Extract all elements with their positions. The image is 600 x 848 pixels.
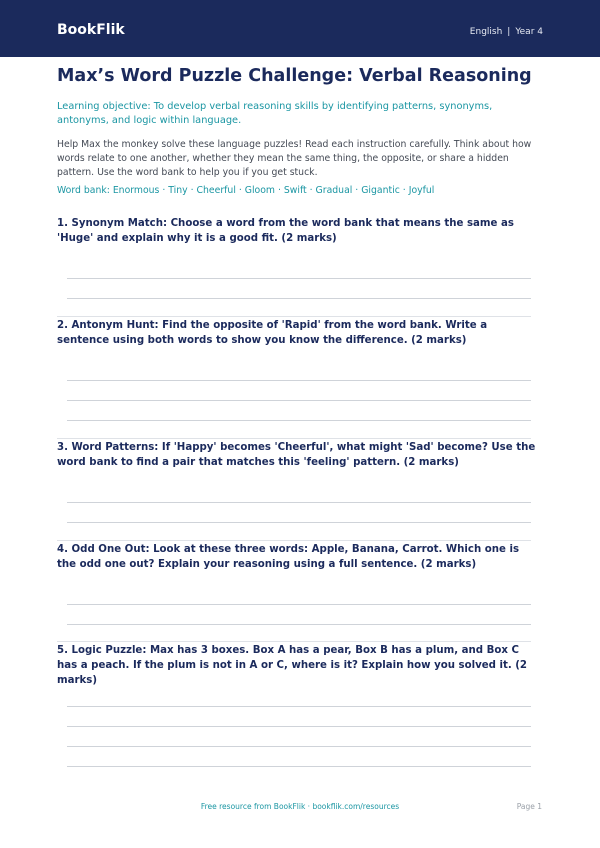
question-5: 5. Logic Puzzle: Max has 3 boxes. Box A has a pear, Box B has a plum, and Box C has a peach. If the plum is not in A or C, where is it? Explain how you solved it. (2 marks) xyxy=(57,645,528,686)
question-divider xyxy=(57,540,531,541)
page-header xyxy=(0,0,600,57)
meta-separator: | xyxy=(507,27,511,37)
question-4: 4. Odd One Out: Look at these three words: Apple, Banana, Carrot. Which one is the odd one out? Explain your reasoning using a full sentence. (2 marks) xyxy=(57,544,520,570)
question-divider xyxy=(57,641,531,642)
answer-line[interactable] xyxy=(67,502,531,503)
question-3: 3. Word Patterns: If 'Happy' becomes 'Cheerful', what might 'Sad' become? Use the word bank to find a pair that matches this 'feeling' pattern. (2 marks) xyxy=(57,442,536,468)
answer-line[interactable] xyxy=(67,766,531,767)
footer-link[interactable]: Free resource from BookFlik · bookflik.com/resources xyxy=(200,802,400,811)
answer-line[interactable] xyxy=(67,522,531,523)
answer-line[interactable] xyxy=(67,380,531,381)
question-divider xyxy=(57,316,531,317)
subject-year-label xyxy=(470,27,543,37)
word-bank: Word bank: Enormous · Tiny · Cheerful · Gloom · Swift · Gradual · Gigantic · Joyful xyxy=(57,185,435,196)
worksheet-title: Max’s Word Puzzle Challenge: Verbal Reasoning xyxy=(57,66,532,86)
answer-line[interactable] xyxy=(67,624,531,625)
question-1: 1. Synonym Match: Choose a word from the word bank that means the same as 'Huge' and explain why it is a good fit. (2 marks) xyxy=(57,218,514,244)
subject-label: English xyxy=(469,27,503,37)
answer-line[interactable] xyxy=(67,298,531,299)
answer-line[interactable] xyxy=(67,746,531,747)
answer-line[interactable] xyxy=(67,278,531,279)
year-label: Year 4 xyxy=(515,27,543,37)
answer-line[interactable] xyxy=(67,726,531,727)
page-number: Page 1 xyxy=(516,802,542,811)
intro-paragraph: Help Max the monkey solve these language puzzles! Read each instruction carefully. Think about how words relate to one another, whether they mean the same thing, the opposite, or share a hidden pattern. Use the word bank to help you if you get stuck. xyxy=(57,139,532,178)
answer-line[interactable] xyxy=(67,420,531,421)
answer-line[interactable] xyxy=(67,400,531,401)
learning-objective: Learning objective: To develop verbal reasoning skills by identifying patterns, synonyms, antonyms, and logic within language. xyxy=(57,101,493,126)
question-divider xyxy=(57,438,531,439)
question-2: 2. Antonym Hunt: Find the opposite of 'Rapid' from the word bank. Write a sentence using both words to show you know the difference. (2 marks) xyxy=(57,320,488,346)
answer-line[interactable] xyxy=(67,604,531,605)
brand-logo-text[interactable]: BookFlik xyxy=(57,22,125,38)
answer-line[interactable] xyxy=(67,706,531,707)
